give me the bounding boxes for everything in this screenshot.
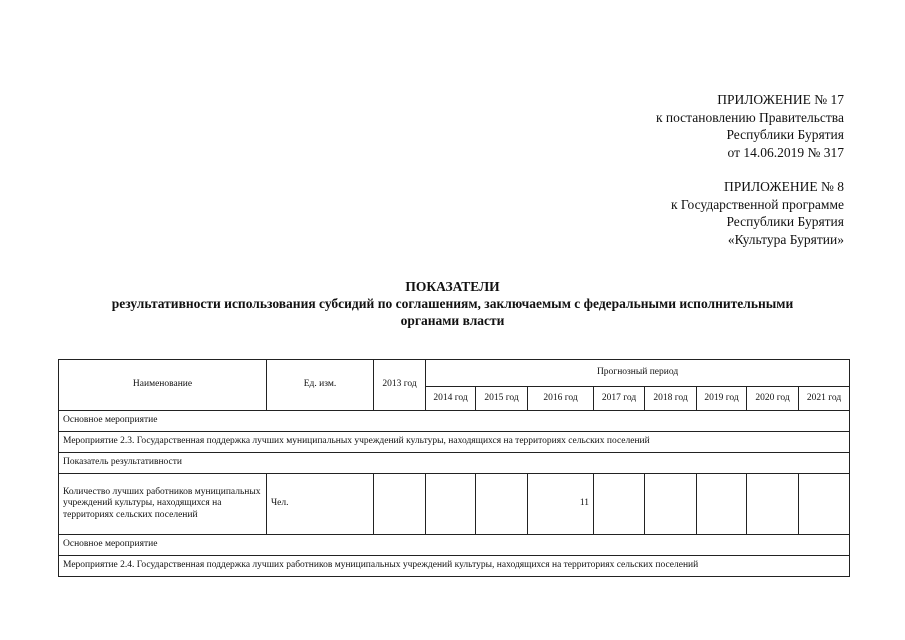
cell-2015 [476, 474, 528, 535]
header-year-2019: 2019 год [697, 387, 747, 411]
table-row [59, 556, 850, 577]
event-2-4: Мероприятие 2.4. Государственная поддержка лучших работников муниципальных учреждений культуры, находящихся на территориях сельских поселений [59, 556, 850, 577]
cell-2014 [426, 474, 476, 535]
header-year-2020: 2020 год [747, 387, 799, 411]
appendix-17-line: Республики Бурятия [726, 127, 844, 142]
cell-2020 [747, 474, 799, 535]
appendix-8-block [671, 178, 844, 248]
title-subheading: результативности использования субсидий по соглашениям, заключаемым с федеральными исполнительными [111, 296, 794, 311]
appendix-8-line: «Культура Бурятии» [727, 231, 844, 247]
header-year-2016: 2016 год [528, 387, 594, 411]
indicators-table [58, 359, 850, 577]
document-title [0, 278, 905, 329]
header-base-year: 2013 год [374, 360, 426, 411]
header-year-2014: 2014 год [426, 387, 476, 411]
header-year-2021: 2021 год [799, 387, 850, 411]
header-year-2017: 2017 год [594, 387, 645, 411]
appendix-8-line: к Государственной программе [670, 196, 844, 212]
appendix-17-line: ПРИЛОЖЕНИЕ № 17 [717, 92, 844, 107]
section-main-event-2: Основное мероприятие [59, 535, 850, 556]
cell-2013 [374, 474, 426, 535]
header-name: Наименование [59, 360, 267, 411]
appendix-8-line: Республики Бурятия [726, 214, 844, 229]
cell-2021 [799, 474, 850, 535]
appendix-8-line: ПРИЛОЖЕНИЕ № 8 [723, 179, 844, 194]
indicator-unit: Чел. [267, 474, 374, 535]
section-main-event: Основное мероприятие [59, 411, 850, 432]
table-row [59, 474, 850, 535]
cell-2018 [645, 474, 697, 535]
table-row [59, 453, 850, 474]
header-unit: Ед. изм. [267, 360, 374, 411]
table-row [59, 411, 850, 432]
title-heading: ПОКАЗАТЕЛИ [405, 279, 500, 294]
appendix-17-line: от 14.06.2019 № 317 [727, 144, 844, 160]
indicator-heading: Показатель результативности [59, 453, 850, 474]
header-year-2015: 2015 год [476, 387, 528, 411]
event-2-3: Мероприятие 2.3. Государственная поддержка лучших муниципальных учреждений культуры, находящихся на территориях сельских поселений [59, 432, 850, 453]
header-year-2018: 2018 год [645, 387, 697, 411]
cell-2017 [594, 474, 645, 535]
header-forecast-period: Прогнозный период [426, 360, 850, 387]
table-row [59, 432, 850, 453]
title-subheading-cont: органами власти [400, 313, 505, 328]
cell-2016: 11 [528, 474, 594, 535]
table-row [59, 535, 850, 556]
table-header-row [59, 360, 850, 387]
indicator-name: Количество лучших работников муниципальных учреждений культуры, находящихся на территориях сельских поселений [59, 474, 267, 535]
appendix-17-block [656, 91, 844, 161]
appendix-17-line: к постановлению Правительства [655, 109, 844, 125]
cell-2019 [697, 474, 747, 535]
